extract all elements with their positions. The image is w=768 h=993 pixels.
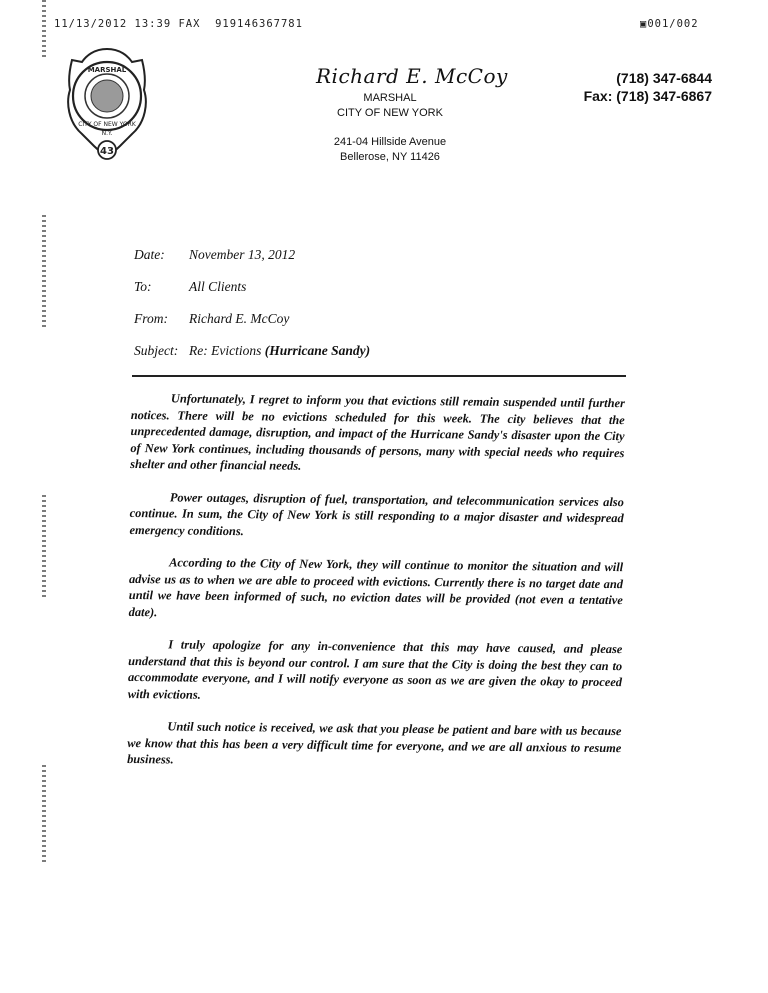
fax-page-number: ▣001/002 bbox=[640, 18, 699, 30]
from-label: From: bbox=[134, 311, 168, 326]
body-paragraph: Power outages, disruption of fuel, transportation, and telecommunication services also continue. In sum, the City of New York is still responding to a major disaster and widespread emergency conditions. bbox=[129, 489, 624, 538]
to-value: All Clients bbox=[189, 279, 247, 294]
address-line-1: 241-04 Hillside Avenue bbox=[333, 136, 447, 148]
body-paragraph: I truly apologize for any in-convenience that this may have caused, and please understand that this is beyond our control. I am sure that the City is doing the best they can to accommodate everyone, and I will notify everyone as soon as we are given the okay to proceed with evictions. bbox=[127, 637, 623, 702]
body-paragraph: According to the City of New York, they will continue to monitor the situation and will advise us as to when we are able to proceed with evictions. Currently there is no target date and until we have been informed of such, no eviction dates will be provided (not even a tentative date). bbox=[128, 555, 624, 619]
marshal-seal-icon bbox=[64, 46, 150, 164]
from-value: Richard E. McCoy bbox=[189, 311, 290, 326]
header-divider bbox=[132, 375, 626, 377]
to-label: To: bbox=[134, 279, 152, 294]
marshal-title: MARSHAL bbox=[363, 92, 417, 104]
signature-name: Richard E. McCoy bbox=[316, 64, 508, 88]
fax-edge-mark bbox=[42, 215, 46, 330]
subject-value: Re: Evictions (Hurricane Sandy) bbox=[189, 343, 371, 358]
fax-header bbox=[54, 18, 303, 30]
body-paragraph: Unfortunately, I regret to inform you that evictions still remain suspended until further notices. There will be no evictions scheduled for this week. The city believes that the unprecedented damage, disruption, and impact of the Hurricane Sandy's disaster upon the City of New York continues, including thousands of persons, many with special needs who requires shelter and other financial needs. bbox=[130, 391, 625, 473]
fax-number: 919146367781 bbox=[215, 18, 303, 30]
svg-text:MARSHAL: MARSHAL bbox=[87, 66, 127, 74]
letter-body bbox=[127, 390, 625, 789]
svg-text:N.Y.: N.Y. bbox=[101, 130, 113, 137]
svg-text:CITY OF NEW YORK: CITY OF NEW YORK bbox=[78, 121, 136, 128]
fax-timestamp: 11/13/2012 13:39 FAX bbox=[54, 18, 201, 30]
fax-edge-mark bbox=[42, 0, 46, 60]
fax-edge-mark bbox=[42, 495, 46, 600]
fax-number-letterhead: Fax: (718) 347-6867 bbox=[583, 88, 712, 104]
phone-number: (718) 347-6844 bbox=[616, 70, 712, 86]
organization-name: CITY OF NEW YORK bbox=[337, 107, 443, 119]
fax-edge-mark bbox=[42, 765, 46, 865]
address-line-2: Bellerose, NY 11426 bbox=[340, 151, 440, 163]
date-value: November 13, 2012 bbox=[189, 247, 296, 262]
subject-label: Subject: bbox=[134, 343, 179, 358]
fax-icon: ▣ bbox=[640, 18, 648, 30]
body-paragraph: Until such notice is received, we ask that you please be patient and bare with us because we know that this has been a very difficult time for everyone, and we are all anxious to resume business. bbox=[127, 719, 622, 767]
date-label: Date: bbox=[134, 247, 165, 262]
svg-text:43: 43 bbox=[100, 146, 114, 157]
